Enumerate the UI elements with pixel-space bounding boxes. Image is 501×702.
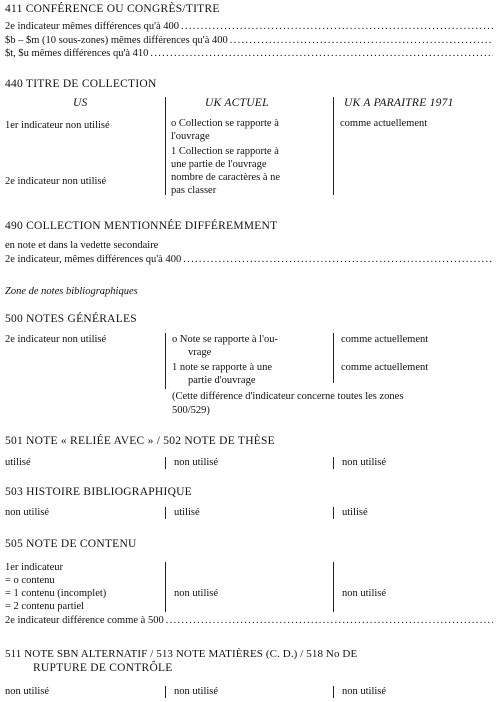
column-divider [165,457,166,469]
uk-option-o-line2: l'ouvrage [171,131,210,142]
section-500-right-1: comme actuellement [341,334,429,345]
uk-option-1-line2: une partie de l'ouvrage [171,159,267,170]
section-500-1-line2: partie d'ouvrage [188,375,256,386]
column-divider [165,97,166,195]
column-divider [165,333,166,389]
section-411-line-2: $b – $m (10 sous-zones) mêmes différences qu'à 400 ..... [5,35,493,48]
section-503-col1: non utilisé [5,507,50,518]
us-indicator-2: 2e indicateur non utilisé [5,176,107,187]
section-500-o-line2: vrage [188,347,212,358]
section-511-col3: non utilisé [342,686,387,697]
leader-dots [166,615,493,628]
future-row-1: comme actuellement [340,118,428,129]
section-503-heading: 503 HISTOIRE BIBLIOGRAPHIQUE [5,486,192,498]
section-511-col2: non utilisé [174,686,219,697]
section-440-heading: 440 TITRE DE COLLECTION [5,78,157,90]
section-505-line5: 2e indicateur différence comme à 500 ..... [5,615,493,628]
uk-chars-line2: pas classer [171,185,217,196]
column-header-uk-future: UK A PARAITRE 1971 [344,97,454,109]
column-divider [165,562,166,612]
column-divider [333,562,334,612]
section-500-note-line2: 500/529) [172,405,210,416]
column-divider [333,507,334,519]
section-411-line-1: 2e indicateur mêmes différences qu'à 400 ..... [5,21,493,34]
section-505-right: non utilisé [342,588,387,599]
section-411-heading: 411 CONFÉRENCE OU CONGRÈS/TITRE [5,3,220,15]
section-490-line-1: en note et dans la vedette secondaire [5,240,159,251]
section-505-heading: 505 NOTE DE CONTENU [5,538,137,550]
column-divider [333,457,334,469]
uk-option-o-line1: o Collection se rapporte à [171,118,279,129]
section-501-col3: non utilisé [342,457,387,468]
section-500-left: 2e indicateur non utilisé [5,334,107,345]
section-501-heading: 501 NOTE « RELIÉE AVEC » / 502 NOTE DE THÈSE [5,435,275,447]
column-header-uk-actuel: UK ACTUEL [205,97,269,109]
section-490-line-2: 2e indicateur, mêmes différences qu'à 400 ..... [5,254,493,267]
section-490-heading: 490 COLLECTION MENTIONNÉE DIFFÉREMMENT [5,220,278,232]
leader-dots [183,254,493,267]
section-503-col2: utilisé [174,507,200,518]
section-500-heading: 500 NOTES GÉNÉRALES [5,313,137,325]
section-511-col1: non utilisé [5,686,50,697]
section-500-o-line1: o Note se rapporte à l'ou- [172,334,278,345]
us-indicator-1: 1er indicateur non utilisé [5,120,110,131]
section-511-heading-line1: 511 NOTE SBN ALTERNATIF / 513 NOTE MATIÈRES (C. D.) / 518 No DE [5,648,358,660]
leader-dots [150,48,493,61]
zone-notes-title: Zone de notes bibliographiques [5,286,138,297]
section-503-col3: utilisé [342,507,368,518]
section-511-heading-line2: RUPTURE DE CONTRÔLE [33,662,173,674]
section-501-col1: utilisé [5,457,31,468]
leader-dots [230,35,493,48]
section-505-line4: = 2 contenu partiel [5,601,85,612]
section-505-line2: = o contenu [5,575,55,586]
uk-chars-line1: nombre de caractères à ne [171,172,281,183]
column-divider [333,333,334,383]
section-500-right-2: comme actuellement [341,362,429,373]
uk-option-1-line1: 1 Collection se rapporte à [171,146,279,157]
column-header-us: US [73,97,88,109]
section-505-mid: non utilisé [174,588,219,599]
section-501-col2: non utilisé [174,457,219,468]
section-505-line1: 1er indicateur [5,562,64,573]
section-411-line-3: $t, $u mêmes différences qu'à 410 ..... [5,48,493,61]
section-505-line3: = 1 contenu (incomplet) [5,588,107,599]
section-500-1-line1: 1 note se rapporte à une [172,362,273,373]
section-500-note-line1: (Cette différence d'indicateur concerne toutes les zones [172,391,404,402]
column-divider [165,686,166,698]
column-divider [333,97,334,195]
column-divider [333,686,334,698]
leader-dots [181,21,493,34]
column-divider [165,507,166,519]
